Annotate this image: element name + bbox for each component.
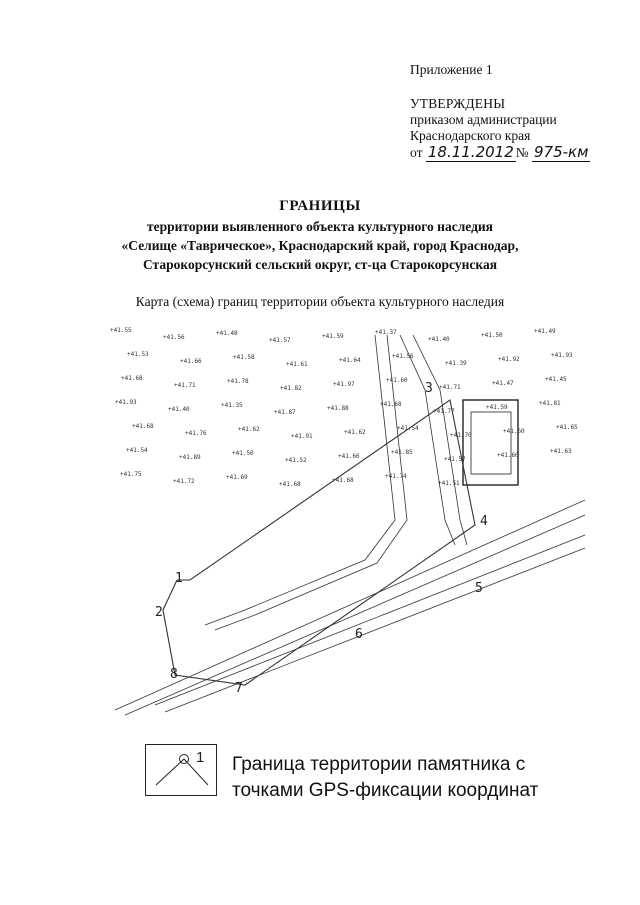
elevation-mark: +41.71 <box>174 382 196 389</box>
elevation-mark: +41.93 <box>115 399 137 406</box>
elevation-mark: +41.68 <box>121 375 143 382</box>
elevation-mark: +41.59 <box>322 333 344 340</box>
boundary-map <box>95 320 595 720</box>
elevation-mark: +41.40 <box>168 406 190 413</box>
approval-block <box>410 62 630 161</box>
legend-text <box>232 752 538 804</box>
elevation-mark: +41.50 <box>232 450 254 457</box>
road-lines <box>115 335 585 715</box>
gps-point-label: 5 <box>475 581 483 596</box>
elevation-mark: +41.55 <box>110 327 132 334</box>
elevation-mark: +41.65 <box>556 424 578 431</box>
elevation-mark: +41.93 <box>551 352 573 359</box>
elevation-mark: +41.50 <box>481 332 503 339</box>
elevation-mark: +41.48 <box>216 330 238 337</box>
elevation-mark: +41.63 <box>550 448 572 455</box>
elevation-mark: +41.54 <box>126 447 148 454</box>
elevation-mark: +41.87 <box>274 409 296 416</box>
elevation-mark: +41.52 <box>285 457 307 464</box>
elevation-mark: +41.92 <box>498 356 520 363</box>
elevation-mark: +41.60 <box>386 377 408 384</box>
elevation-mark: +41.56 <box>163 334 185 341</box>
elevation-mark: +41.57 <box>444 456 466 463</box>
elevation-mark: +41.70 <box>450 432 472 439</box>
title-heading: ГРАНИЦЫ <box>279 198 361 214</box>
elevation-mark: +41.62 <box>238 426 260 433</box>
elevation-mark: +41.68 <box>132 423 154 430</box>
elevation-mark: +41.91 <box>291 433 313 440</box>
elevation-mark: +41.60 <box>503 428 525 435</box>
title-line-1: территории выявленного объекта культурного наследия <box>146 219 493 234</box>
gps-point-label: 8 <box>170 667 178 682</box>
gps-point-label: 4 <box>480 514 488 529</box>
elevation-mark: +41.40 <box>428 336 450 343</box>
elevation-mark: +41.68 <box>380 401 402 408</box>
approval-line-1: приказом администрации <box>410 112 557 127</box>
approval-line-2: Краснодарского края <box>410 128 531 143</box>
elevation-mark: +41.62 <box>344 429 366 436</box>
number-sign: № <box>515 145 529 160</box>
legend-line-1: Граница территории памятника с <box>232 754 526 775</box>
approved-heading: УТВЕРЖДЕНЫ <box>410 96 506 111</box>
document-title <box>0 198 640 274</box>
legend-symbol-box <box>145 744 217 796</box>
elevation-mark: +41.35 <box>221 402 243 409</box>
elevation-mark: +41.49 <box>534 328 556 335</box>
elevation-mark: +41.53 <box>127 351 149 358</box>
elevation-mark: +41.76 <box>185 430 207 437</box>
map-labels <box>110 327 578 696</box>
gps-point-label: 1 <box>175 571 183 586</box>
monument-boundary <box>163 400 475 685</box>
elevation-mark: +41.66 <box>180 358 202 365</box>
elevation-mark: +41.39 <box>445 360 467 367</box>
title-line-2: «Селище «Таврическое», Краснодарский край, город Краснодар, <box>121 238 519 253</box>
gps-point-label: 6 <box>355 627 363 642</box>
gps-point-label: 2 <box>155 605 163 620</box>
elevation-mark: +41.85 <box>391 449 413 456</box>
elevation-mark: +41.45 <box>545 376 567 383</box>
title-line-3: Старокорсунский сельский округ, ст-ца Старокорсунская <box>142 257 498 272</box>
elevation-mark: +41.54 <box>397 425 419 432</box>
elevation-mark: +41.61 <box>286 361 308 368</box>
date-prefix: от <box>410 145 423 160</box>
elevation-mark: +41.74 <box>385 473 407 480</box>
elevation-mark: +41.82 <box>280 385 302 392</box>
legend-line-2: точками GPS-фиксации координат <box>232 780 539 801</box>
elevation-mark: +41.64 <box>339 357 361 364</box>
gps-point-label: 7 <box>235 681 243 696</box>
elevation-mark: +41.88 <box>327 405 349 412</box>
elevation-mark: +41.58 <box>233 354 255 361</box>
approval-number: 975-км <box>534 143 589 161</box>
elevation-mark: +41.81 <box>539 400 561 407</box>
elevation-mark: +41.60 <box>497 452 519 459</box>
legend-boundary-icon <box>146 745 216 795</box>
appendix-label: Приложение 1 <box>410 62 493 77</box>
elevation-mark: +41.51 <box>438 480 460 487</box>
map-caption: Карта (схема) границ территории объекта культурного наследия <box>135 294 505 309</box>
elevation-mark: +41.97 <box>333 381 355 388</box>
elevation-mark: +41.68 <box>279 481 301 488</box>
elevation-mark: +41.37 <box>375 329 397 336</box>
legend-point-number: 1 <box>196 749 205 766</box>
elevation-mark: +41.56 <box>392 353 414 360</box>
elevation-mark: +41.75 <box>120 471 142 478</box>
elevation-mark: +41.47 <box>492 380 514 387</box>
elevation-mark: +41.78 <box>227 378 249 385</box>
elevation-mark: +41.89 <box>179 454 201 461</box>
approval-date-line <box>410 144 630 161</box>
elevation-mark: +41.66 <box>338 453 360 460</box>
elevation-mark: +41.71 <box>439 384 461 391</box>
elevation-mark: +41.69 <box>226 474 248 481</box>
building-outline <box>463 400 518 485</box>
elevation-mark: +41.68 <box>332 477 354 484</box>
elevation-mark: +41.59 <box>486 404 508 411</box>
approval-date: 18.11.2012 <box>427 143 514 161</box>
gps-point-label: 3 <box>425 381 433 396</box>
elevation-mark: +41.72 <box>173 478 195 485</box>
elevation-mark: +41.57 <box>269 337 291 344</box>
elevation-mark: +41.77 <box>433 408 455 415</box>
